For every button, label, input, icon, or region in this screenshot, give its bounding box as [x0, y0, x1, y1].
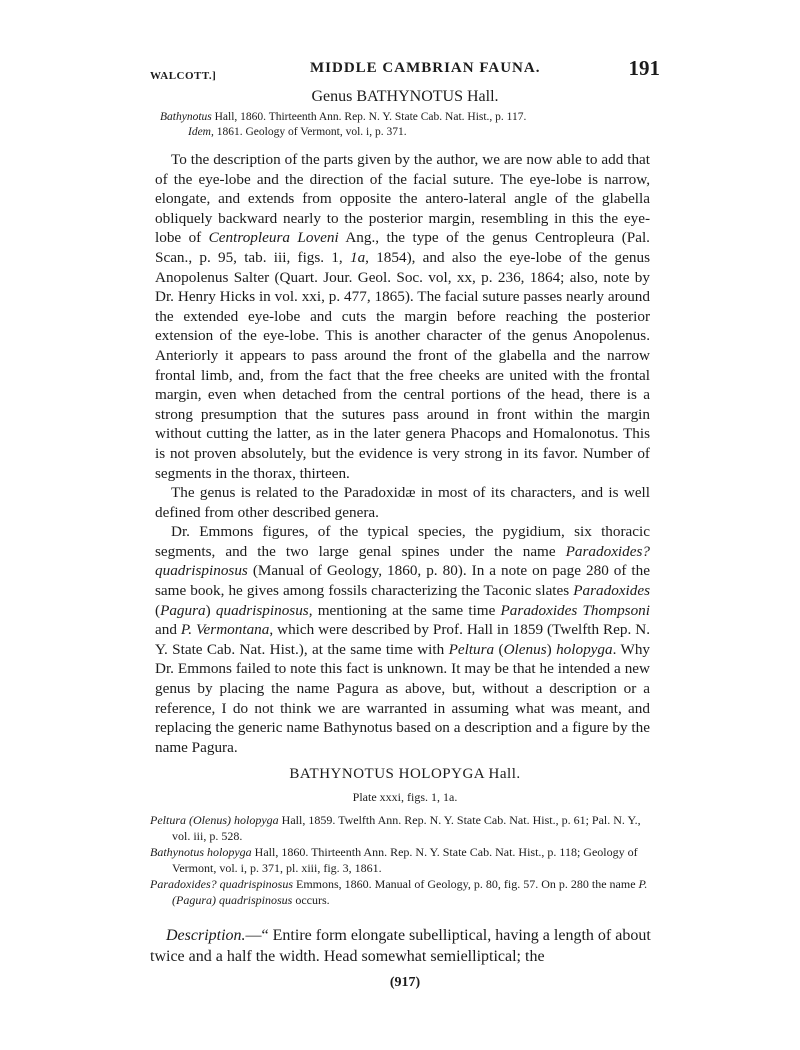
synonymy-name: P. (Pagura) quadrispinosus — [172, 877, 648, 907]
synonymy-entry — [150, 876, 655, 908]
synonymy-name: Idem, — [188, 126, 214, 138]
synonymy-text: Hall, 1860. Thirteenth Ann. Rep. N. Y. State Cab. Nat. Hist., p. 118; Geology of Vermont, vol. i, p. 371, pl. xiii, fig. 3, 1861. — [172, 845, 638, 875]
text-run: ) — [205, 601, 216, 619]
running-title: MIDDLE CAMBRIAN FAUNA. — [310, 60, 541, 76]
text-run: ( — [155, 601, 161, 619]
synonymy-entry — [160, 125, 660, 140]
synonymy-name: Bathynotus — [160, 111, 212, 123]
paragraph-eye-lobe — [155, 150, 650, 483]
paragraph-emmons — [155, 522, 650, 757]
text-run-italic: Pagura — [160, 601, 206, 619]
text-run: , which were described by Prof. Hall in 1859 (Twelfth Rep. N. Y. State Cab. Nat. Hist.), at the same time with — [155, 621, 651, 658]
text-run-italic: Olenus — [503, 640, 547, 658]
genus-synonymy — [160, 110, 660, 140]
synonymy-text: Hall, 1859. Twelfth Ann. Rep. N. Y. State Cab. Nat. Hist., p. 61; Pal. N. Y., vol. iii, p. 528. — [172, 813, 641, 843]
text-run: , 1854), and also the eye-lobe of the genus Anopolenus Salter (Quart. Jour. Geol. Soc. vol, xx, p. 236, 1864; also, note by Dr. Henry Hicks in vol. xxi, p. 477, 1865). The facial suture passes nearly around the extended eye-lobe and cuts the margin before reaching the posterior extension of the eye-lobe. This is another character of the genus Anopolenus. Anteriorly it appears to pass around the front of the glabella and the narrow frontal limb, and, from the fact that the free cheeks are united with the frontal margin, even when detached from the central portions of the head, there is a strong presumption that the sutures pass around in front within the margin without cutting the latter, as in the later genera Phacops and Homalonotus. This is not proven absolutely, but the evidence is very strong in its favor. Number of segments in the thorax, thirteen. — [155, 248, 650, 482]
plate-reference: Plate xxxi, figs. 1, 1a. — [352, 790, 458, 804]
description-text: —“ Entire form elongate subelliptical, having a length of about twice and a half the width. Head somewhat semielliptical; the — [150, 927, 651, 965]
text-run: Dr. Emmons figures, of the typical species, the pygidium, six thoracic segments, and the two large genal spines under the name — [155, 523, 650, 560]
synonymy-text: Emmons, 1860. Manual of Geology, p. 80, fig. 57. On p. 280 the name — [293, 877, 639, 891]
text-run-italic: Centropleura Loveni — [208, 229, 339, 247]
synonymy-entry — [160, 110, 660, 125]
text-run-italic: Paradoxides — [573, 582, 650, 600]
synonymy-name: Paradoxides? quadrispinosus — [150, 877, 294, 891]
synonymy-text: occurs. — [292, 893, 330, 907]
synonymy-text: Hall, 1860. Thirteenth Ann. Rep. N. Y. State Cab. Nat. Hist., p. 117. — [211, 111, 527, 123]
footer-page-number: (917) — [389, 975, 421, 990]
text-run: ( — [494, 640, 504, 658]
text-run-italic: 1a — [349, 248, 366, 266]
genus-heading: Genus BATHYNOTUS Hall. — [311, 88, 499, 105]
text-run-italic: quadrispinosus — [215, 601, 309, 619]
text-run-italic: Paradoxides Thompsoni — [500, 601, 650, 619]
species-synonymy — [150, 812, 655, 908]
text-run: , mentioning at the same time — [308, 601, 501, 619]
text-run: . Why Dr. Emmons failed to note this fact is unknown. It may be that he intended a new genus by placing the name Pagura as above, but, without a description or a reference, I do not think we are warranted in assuming what was meant, and replacing the generic name Bathynotus based on a description and a figure by the name Pagura. — [155, 640, 651, 756]
text-run: ) — [546, 640, 557, 658]
text-run-italic: holopyga — [556, 640, 613, 658]
synonymy-entry — [150, 812, 655, 844]
species-heading: BATHYNOTUS HOLOPYGA Hall. — [289, 766, 521, 782]
text-run: To the description of the parts given by the author, we are now able to add that of the eye-lobe and the direction of the facial suture. The eye-lobe is narrow, elongate, and extends from opposite the antero-lateral angle of the glabella obliquely backward nearly to the posterior margin, resembling in this the eye-lobe of — [155, 151, 650, 247]
text-run-italic: P. Vermontana — [180, 621, 270, 639]
synonymy-name: Peltura (Olenus) holopyga — [150, 813, 279, 827]
paragraph-relation: The genus is related to the Paradoxidæ in most of its characters, and is well defined from other described genera. — [155, 484, 650, 521]
synonymy-entry — [150, 844, 655, 876]
text-run: (Manual of Geology, 1860, p. 80). In a note on page 280 of the same book, he gives among fossils characterizing the Taconic slates — [155, 562, 650, 600]
text-run-italic: Peltura — [448, 640, 495, 658]
text-run: Ang., the type of the genus Centropleura (Pal. Scan., p. 95, tab. iii, figs. 1, — [155, 229, 650, 266]
text-run-italic: Paradoxides? quadrispinosus — [155, 542, 650, 580]
description-paragraph — [150, 925, 655, 967]
genus-body — [155, 150, 650, 757]
text-run: and — [155, 621, 181, 639]
running-header — [150, 56, 660, 90]
page-number: 191 — [628, 56, 660, 80]
synonymy-text: 1861. Geology of Vermont, vol. i, p. 371. — [213, 126, 407, 138]
description-label: Description. — [166, 927, 246, 944]
running-author: WALCOTT.] — [150, 70, 217, 82]
synonymy-name: Bathynotus holopyga — [150, 845, 252, 859]
